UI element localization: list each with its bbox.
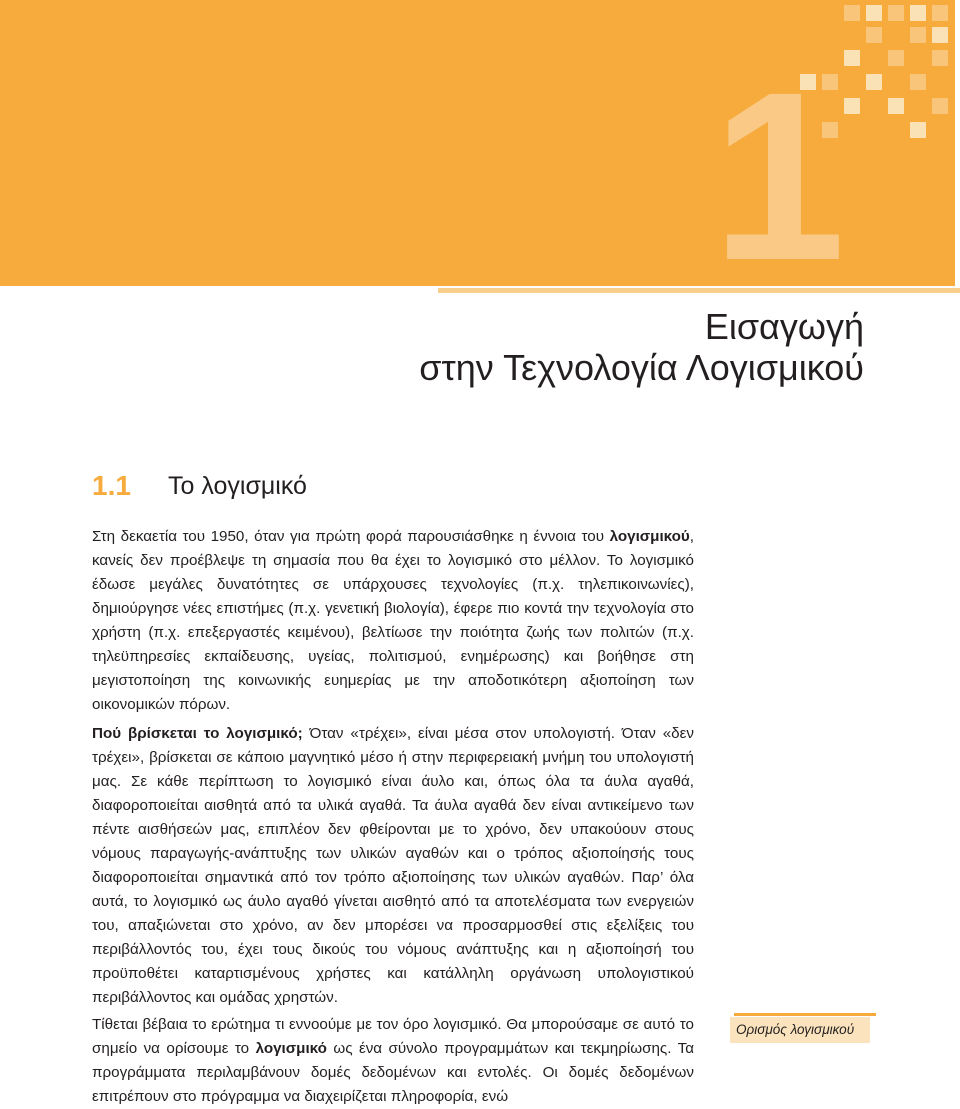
paragraph-3	[92, 1013, 694, 1109]
margin-note	[730, 1017, 870, 1043]
paragraph-2	[92, 722, 694, 1010]
question-bold: Πού βρίσκεται το λογισμικό;	[92, 725, 303, 742]
decorative-square	[888, 50, 904, 66]
section-number: 1.1	[92, 470, 131, 501]
decorative-square	[910, 27, 926, 43]
section-title: Το λογισμικό	[168, 471, 307, 500]
banner-underline	[438, 288, 960, 293]
section-heading	[92, 466, 307, 506]
decorative-square	[866, 74, 882, 90]
decorative-square	[932, 50, 948, 66]
decorative-square	[866, 5, 882, 21]
chapter-title-line1: Εισαγωγή	[704, 306, 864, 347]
paragraph-1	[92, 525, 694, 717]
chapter-title	[419, 306, 864, 388]
decorative-square	[844, 50, 860, 66]
margin-note-bar	[734, 1013, 876, 1016]
paragraph-1-text-b: , κανείς δεν προέβλεψε τη σημασία που θα έχει το λογισμικό στο μέλλον. Το λογισμικό έδωσε μεγάλες δυνατότητες σε υπάρχουσες τεχνολογίες (π.χ. τηλεπικοινωνίες), δημιούργησε νέες επιστήμες (π.χ. γενετική βιολογία), έφερε πιο κοντά την τεχνολογία στο χρήστη (π.χ. επεξεργαστές κειμένου), βελτίωσε την ποιότητα ζωής των πολιτών (π.χ. τηλεϋπηρεσίες εκπαίδευσης, υγείας, πολιτισμού, ενημέρωσης) και βοήθησε στη μεγιστοποίηση της κοινωνικής ευημερίας με την αποδοτικότερη αξιοποίηση των οικονομικών πόρων.	[92, 528, 694, 713]
chapter-number: 1	[712, 42, 842, 310]
margin-note-label: Ορισμός λογισμικού	[736, 1022, 855, 1037]
decorative-square	[932, 27, 948, 43]
decorative-square	[932, 5, 948, 21]
chapter-title-line2: στην Τεχνολογία Λογισμικού	[419, 347, 864, 388]
decorative-square	[888, 98, 904, 114]
decorative-square	[910, 5, 926, 21]
decorative-square	[844, 98, 860, 114]
decorative-square	[866, 27, 882, 43]
decorative-square	[932, 98, 948, 114]
paragraph-2-text: Όταν «τρέχει», είναι μέσα στον υπολογιστή. Όταν «δεν τρέχει», βρίσκεται σε κάποιο μαγνητικό μέσο ή στην περιφερειακή μνήμη του υπολογιστή μας. Σε κάθε περίπτωση το λογισμικό είναι άυλο και, όπως όλα τα άυλα αγαθά, διαφοροποιείται αισθητά από τα υλικά αγαθά. Τα άυλα αγαθά δεν είναι αντικείμενο των πέντε αισθήσεών μας, επιπλέον δεν φθείρονται με το χρόνο, δεν υπακούουν στους νόμους παραγωγής-ανάπτυξης των υλικών αγαθών και ο τρόπος αξιοποίησής τους διαφοροποιείται σημαντικά από τον τρόπο αξιοποίησης των υλικών αγαθών. Παρ’ όλα αυτά, το λογισμικό ως άυλο αγαθό γίνεται αισθητό από τα αποτελέσματα των ενεργειών του, απαξιώνεται στο χρόνο, αν δεν μπορέσει να προσαρμοσθεί στις εξελίξεις του περιβάλλοντός του, έχει τους δικούς του νόμους ανάπτυξης και η αξιοποίησή του προϋποθέτει καταρτισμένους χρήστες και κατάλληλη οργάνωση υπολογιστικού περιβάλλοντος και ομάδας χρηστών.	[92, 725, 694, 1006]
term-software-bold: λογισμικού	[609, 528, 690, 545]
decorative-square	[888, 5, 904, 21]
term-definition-bold: λογισμικό	[255, 1040, 327, 1057]
paragraph-3-text-b: ως ένα σύνολο προγραμμάτων και τεκμηρίωσης. Τα προγράμματα περιλαμβάνουν δομές δεδομένων και εντολές. Οι δομές δεδομένων επιτρέπουν στο πρόγραμμα να διαχειρίζεται πληροφορία, ενώ	[92, 1040, 694, 1105]
paragraph-3-text-a: Τίθεται βέβαια το ερώτημα τι εννοούμε με τον όρο λογισμικό. Θα μπορούσαμε σε αυτό το σημείο να ορίσουμε το	[92, 1016, 694, 1057]
decorative-square	[910, 74, 926, 90]
decorative-square	[844, 5, 860, 21]
decorative-square	[910, 122, 926, 138]
paragraph-1-text-a: Στη δεκαετία του 1950, όταν για πρώτη φορά παρουσιάσθηκε η έννοια του	[92, 528, 610, 545]
